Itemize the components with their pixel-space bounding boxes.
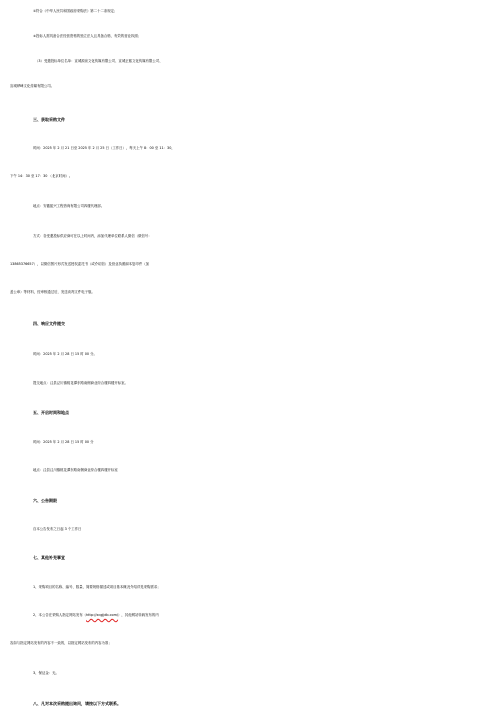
text-line: ②投标人需具备合法经营资格的独立法人且具备合格、有效的营业执照； [33, 34, 142, 38]
text-line: 方式：各受邀投标供应商可在以上时间内，添加代理单位联系人微信（微信号： [33, 234, 152, 238]
text-line: 地点：安徽振兴工程咨询有限公司四楼代理部。 [33, 204, 105, 208]
section-heading: 七、其他补充事宜 [33, 555, 65, 560]
text-line: 地点：泾县泾川镇桃花潭东路南侧商业综合楼四楼开标室 [33, 468, 118, 472]
section-heading: 三、获取采购文件 [33, 117, 65, 122]
text-line: 提交地点：泾县泾川镇桃花潭东路南侧商业综合楼四楼开标室。 [33, 381, 128, 385]
text-line: 1、采购项目的名称、编号、数量、简要规格描述或项目基本概况介绍详见采购需求； [33, 585, 161, 589]
section-heading: 四、响应文件提交 [33, 321, 65, 326]
text-segment: 2、本公告在采购人指定网站发布（ [33, 613, 87, 617]
text-line: （3）受邀投标单位名单：宣城源泉文化传媒有限公司、宣城正熙文化传媒有限公司、 [35, 59, 163, 63]
text-line: 容如与指定网站发布的内容不一致的，以指定网站发布的内容为准； [10, 641, 112, 645]
text-line: 3、保证金：无。 [33, 671, 59, 675]
text-line: 时间：2025 年 2 月 28 日 15 时 00 分 [33, 440, 94, 444]
text-line: 时间：2025 年 2 月 21 日至 2025 年 2 月 25 日（工作日），每天上午 8：00 至 11：30， [33, 146, 175, 150]
text-line: 宣城烨峰文化传媒有限公司。 [10, 84, 55, 88]
text-line [0, 607, 501, 623]
section-heading: 五、开启时间和地点 [33, 410, 69, 415]
text-line: 时间：2025 年 2 月 28 日 15 时 00 分。 [33, 352, 97, 356]
text-line: ①符合《中华人民共和国政府采购法》第二十二条规定； [33, 9, 118, 13]
section-heading: 八、凡对本次采购提出询问，请按以下方式联系。 [33, 701, 121, 706]
website-link[interactable]: http://xcgjjdb.com/ [86, 613, 119, 617]
text-line: 13865376657），以微信图片形式发送授权委托书（或介绍信）及营业执照副本复印件（加 [10, 262, 150, 266]
text-segment: ），其他网站转载发布的内 [118, 613, 159, 617]
section-heading: 六、公告期限 [33, 498, 57, 503]
text-line: 自本公告发布之日起 3 个工作日 [33, 527, 82, 531]
text-line: 下午 14：30 至 17：30 （北京时间）。 [10, 174, 73, 178]
text-line: 盖公章）等材料，经审核通过后，发送谈判文件电子版。 [10, 290, 95, 294]
